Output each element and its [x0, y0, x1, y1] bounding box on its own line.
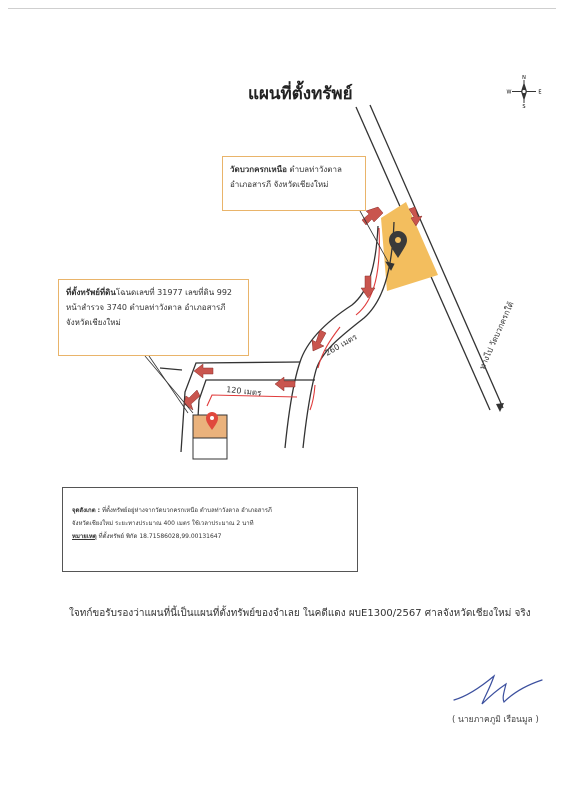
distance-260-label: 260 เมตร	[323, 332, 359, 358]
temple-line2: อำเภอสารภี จังหวัดเชียงใหม่	[230, 180, 329, 189]
compass-icon	[507, 75, 542, 110]
distance-120-label: 120 เมตร	[225, 385, 262, 398]
compass-n: N	[522, 75, 526, 81]
route-arrow-7	[275, 377, 295, 391]
temple-callout	[222, 156, 366, 211]
certification-text: ใจทก์ขอรับรองว่าแผนที่นี้เป็นแผนที่ตั้งทรัพย์ของจำเลย ในคดีแดง ผบE1300/2567 ศาลจังหวัดเชียงใหม่ จริง	[69, 608, 531, 619]
branch-road	[285, 222, 394, 448]
route-arrow-3	[361, 276, 375, 298]
compass-s: S	[522, 104, 526, 110]
neighbor-plot	[193, 438, 227, 459]
property-callout	[58, 279, 249, 356]
note-remark-text: ที่ตั้งทรัพย์ พิกัด 18.71586028,99.00131647	[96, 533, 222, 540]
note-landmark-text: ที่ตั้งทรัพย์อยู่ห่างจากวัดบวกครกเหนือ ตำบลท่าวังตาล อำเภอสารภี	[100, 507, 272, 514]
property-callout-line	[145, 356, 193, 413]
page-title: แผนที่ตั้งทรัพย์	[248, 84, 353, 104]
property-callout-line-2	[149, 356, 188, 413]
compass-e: E	[538, 89, 542, 96]
route-arrow-6	[194, 364, 213, 378]
property-heading: ที่ตั้งทรัพย์ที่ดิน	[66, 288, 116, 297]
note-box	[62, 487, 358, 572]
route-arrow-5	[184, 390, 200, 410]
note-landmark-text2: จังหวัดเชียงใหม่ ระยะทางประมาณ 400 เมตร ใช้เวลาประมาณ 2 นาที	[72, 520, 254, 527]
route-arrow-4	[312, 330, 326, 351]
note-landmark-label: จุดสังเกต :	[72, 507, 101, 514]
property-line2: หน้าสำรวจ 3740 ตำบลท่าวังตาล อำเภอสารภี	[66, 303, 226, 312]
temple-area	[381, 202, 438, 291]
compass-w: W	[506, 89, 512, 96]
temple-line1: ตำบลท่าวังตาล	[286, 165, 342, 174]
property-line3: จังหวัดเชียงใหม่	[66, 318, 121, 327]
main-road-label: ทางไป วัดบวกครกใต้	[477, 300, 516, 371]
signature-icon	[448, 668, 548, 710]
temple-name: วัดบวกครกเหนือ	[230, 165, 287, 174]
note-remark-label: หมายเหตุ	[72, 533, 97, 540]
property-line1: โฉนดเลขที่ 31977 เลขที่ดิน 992	[115, 288, 233, 297]
signer-name: ( นายภาคภูมิ เรือนมูล )	[452, 715, 539, 725]
side-road	[160, 362, 315, 452]
